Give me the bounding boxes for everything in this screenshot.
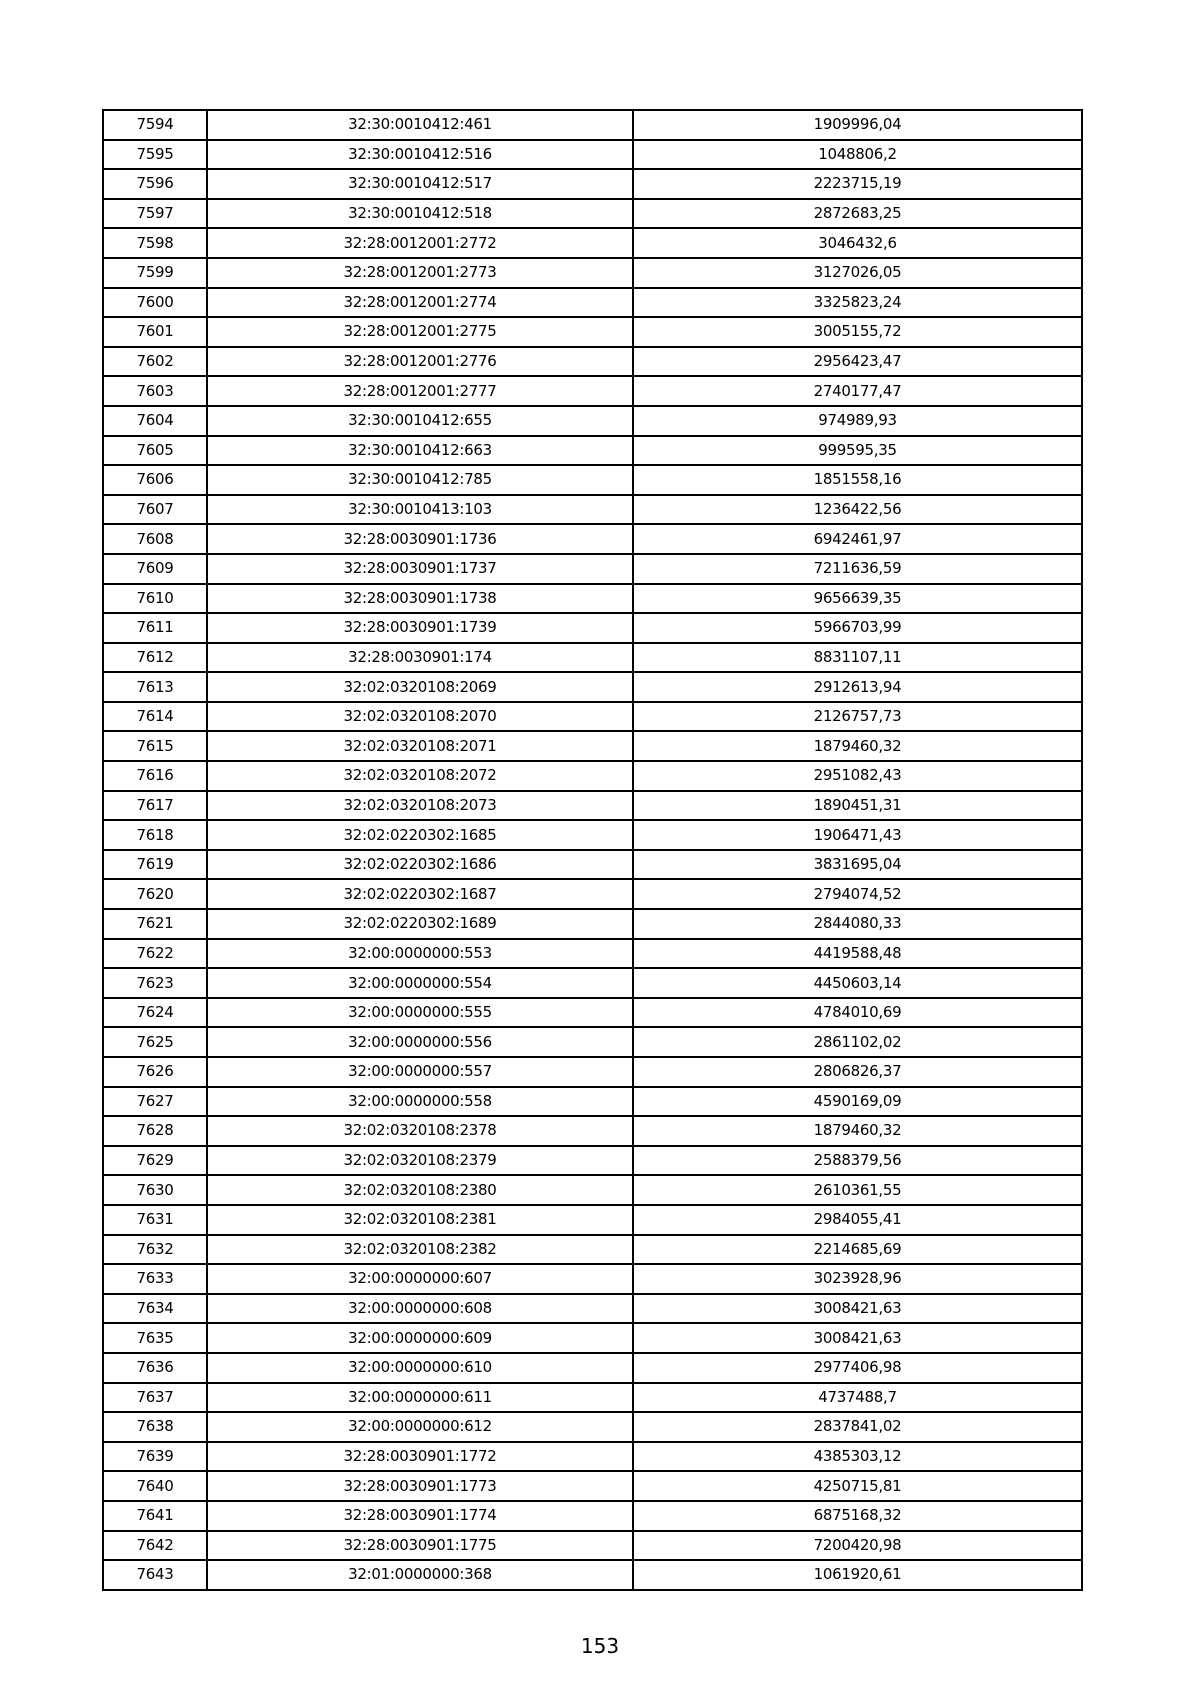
- page-number: 153: [580, 1634, 620, 1658]
- table-row: [103, 258, 1082, 288]
- cadastral-number-cell: 32:02:0220302:1687: [207, 879, 633, 909]
- cadastral-number-cell: 32:00:0000000:555: [207, 998, 633, 1028]
- row-number-cell: 7595: [103, 140, 207, 170]
- row-number-cell: 7611: [103, 613, 207, 643]
- row-number-cell: 7629: [103, 1146, 207, 1176]
- row-number-cell: 7604: [103, 406, 207, 436]
- cadastral-number-cell: 32:30:0010412:785: [207, 465, 633, 495]
- row-number-cell: 7613: [103, 672, 207, 702]
- cadastral-value-cell: 2977406,98: [633, 1353, 1082, 1383]
- row-number-cell: 7623: [103, 968, 207, 998]
- row-number-cell: 7641: [103, 1501, 207, 1531]
- cadastral-value-cell: 1879460,32: [633, 1116, 1082, 1146]
- row-number-cell: 7625: [103, 1027, 207, 1057]
- table-row: [103, 702, 1082, 732]
- table-row: [103, 1353, 1082, 1383]
- table-row: [103, 968, 1082, 998]
- cadastral-number-cell: 32:00:0000000:607: [207, 1264, 633, 1294]
- table-row: [103, 376, 1082, 406]
- table-row: [103, 524, 1082, 554]
- table-row: [103, 1087, 1082, 1117]
- table-row: [103, 169, 1082, 199]
- row-number-cell: 7605: [103, 436, 207, 466]
- cadastral-value-cell: 3005155,72: [633, 317, 1082, 347]
- table-row: [103, 1560, 1082, 1590]
- table-row: [103, 761, 1082, 791]
- row-number-cell: 7614: [103, 702, 207, 732]
- row-number-cell: 7597: [103, 199, 207, 229]
- cadastral-value-cell: 2951082,43: [633, 761, 1082, 791]
- row-number-cell: 7615: [103, 731, 207, 761]
- table-row: [103, 1531, 1082, 1561]
- cadastral-number-cell: 32:30:0010412:516: [207, 140, 633, 170]
- cadastral-number-cell: 32:02:0320108:2379: [207, 1146, 633, 1176]
- row-number-cell: 7594: [103, 110, 207, 140]
- cadastral-number-cell: 32:02:0220302:1685: [207, 820, 633, 850]
- row-number-cell: 7627: [103, 1087, 207, 1117]
- cadastral-value-cell: 4737488,7: [633, 1383, 1082, 1413]
- cadastral-value-cell: 4250715,81: [633, 1471, 1082, 1501]
- row-number-cell: 7624: [103, 998, 207, 1028]
- cadastral-number-cell: 32:02:0320108:2378: [207, 1116, 633, 1146]
- row-number-cell: 7610: [103, 584, 207, 614]
- table-row: [103, 495, 1082, 525]
- cadastral-value-cell: 4419588,48: [633, 939, 1082, 969]
- row-number-cell: 7609: [103, 554, 207, 584]
- cadastral-value-cell: 1851558,16: [633, 465, 1082, 495]
- row-number-cell: 7602: [103, 347, 207, 377]
- table-row: [103, 554, 1082, 584]
- row-number-cell: 7620: [103, 879, 207, 909]
- cadastral-value-cell: 2214685,69: [633, 1235, 1082, 1265]
- table-row: [103, 1027, 1082, 1057]
- row-number-cell: 7598: [103, 228, 207, 258]
- cadastral-value-cell: 1048806,2: [633, 140, 1082, 170]
- table-row: [103, 998, 1082, 1028]
- table-row: [103, 199, 1082, 229]
- table-row: [103, 879, 1082, 909]
- cadastral-number-cell: 32:28:0030901:1773: [207, 1471, 633, 1501]
- cadastral-value-cell: 2806826,37: [633, 1057, 1082, 1087]
- table-row: [103, 228, 1082, 258]
- row-number-cell: 7638: [103, 1412, 207, 1442]
- row-number-cell: 7631: [103, 1205, 207, 1235]
- cadastral-number-cell: 32:00:0000000:556: [207, 1027, 633, 1057]
- row-number-cell: 7607: [103, 495, 207, 525]
- table-row: [103, 1116, 1082, 1146]
- cadastral-number-cell: 32:28:0012001:2773: [207, 258, 633, 288]
- cadastral-value-cell: 3023928,96: [633, 1264, 1082, 1294]
- cadastral-value-cell: 2588379,56: [633, 1146, 1082, 1176]
- row-number-cell: 7617: [103, 791, 207, 821]
- row-number-cell: 7600: [103, 288, 207, 318]
- cadastral-number-cell: 32:00:0000000:612: [207, 1412, 633, 1442]
- cadastral-value-cell: 2872683,25: [633, 199, 1082, 229]
- cadastral-number-cell: 32:00:0000000:554: [207, 968, 633, 998]
- table-row: [103, 347, 1082, 377]
- cadastral-number-cell: 32:28:0030901:1739: [207, 613, 633, 643]
- row-number-cell: 7599: [103, 258, 207, 288]
- cadastral-value-cell: 999595,35: [633, 436, 1082, 466]
- table-row: [103, 1235, 1082, 1265]
- table-row: [103, 643, 1082, 673]
- cadastral-value-cell: 7211636,59: [633, 554, 1082, 584]
- row-number-cell: 7601: [103, 317, 207, 347]
- cadastral-number-cell: 32:01:0000000:368: [207, 1560, 633, 1590]
- cadastral-value-cell: 2861102,02: [633, 1027, 1082, 1057]
- cadastral-value-table: [102, 109, 1083, 1591]
- cadastral-number-cell: 32:02:0220302:1689: [207, 909, 633, 939]
- table-row: [103, 1501, 1082, 1531]
- row-number-cell: 7643: [103, 1560, 207, 1590]
- cadastral-value-cell: 2844080,33: [633, 909, 1082, 939]
- table-row: [103, 1057, 1082, 1087]
- cadastral-value-cell: 1061920,61: [633, 1560, 1082, 1590]
- cadastral-value-cell: 4385303,12: [633, 1442, 1082, 1472]
- cadastral-value-cell: 5966703,99: [633, 613, 1082, 643]
- table-row: [103, 1264, 1082, 1294]
- cadastral-value-cell: 9656639,35: [633, 584, 1082, 614]
- table-row: [103, 1294, 1082, 1324]
- table-row: [103, 436, 1082, 466]
- cadastral-value-cell: 6875168,32: [633, 1501, 1082, 1531]
- cadastral-value-cell: 3127026,05: [633, 258, 1082, 288]
- table-row: [103, 1146, 1082, 1176]
- table-body: [103, 110, 1082, 1590]
- cadastral-value-cell: 6942461,97: [633, 524, 1082, 554]
- cadastral-value-cell: 8831107,11: [633, 643, 1082, 673]
- table-row: [103, 909, 1082, 939]
- table-row: [103, 820, 1082, 850]
- row-number-cell: 7603: [103, 376, 207, 406]
- row-number-cell: 7632: [103, 1235, 207, 1265]
- cadastral-value-cell: 3008421,63: [633, 1323, 1082, 1353]
- cadastral-number-cell: 32:30:0010412:663: [207, 436, 633, 466]
- cadastral-value-cell: 1909996,04: [633, 110, 1082, 140]
- table-row: [103, 1205, 1082, 1235]
- cadastral-number-cell: 32:00:0000000:608: [207, 1294, 633, 1324]
- cadastral-number-cell: 32:00:0000000:553: [207, 939, 633, 969]
- cadastral-number-cell: 32:28:0012001:2775: [207, 317, 633, 347]
- table-row: [103, 288, 1082, 318]
- cadastral-number-cell: 32:30:0010412:461: [207, 110, 633, 140]
- cadastral-value-cell: 1879460,32: [633, 731, 1082, 761]
- cadastral-number-cell: 32:28:0030901:1736: [207, 524, 633, 554]
- cadastral-number-cell: 32:28:0012001:2774: [207, 288, 633, 318]
- cadastral-number-cell: 32:28:0030901:1738: [207, 584, 633, 614]
- table-row: [103, 939, 1082, 969]
- cadastral-number-cell: 32:28:0030901:1772: [207, 1442, 633, 1472]
- cadastral-value-cell: 2956423,47: [633, 347, 1082, 377]
- cadastral-number-cell: 32:28:0030901:174: [207, 643, 633, 673]
- row-number-cell: 7636: [103, 1353, 207, 1383]
- table-row: [103, 672, 1082, 702]
- row-number-cell: 7616: [103, 761, 207, 791]
- cadastral-value-cell: 1906471,43: [633, 820, 1082, 850]
- cadastral-value-cell: 4590169,09: [633, 1087, 1082, 1117]
- row-number-cell: 7619: [103, 850, 207, 880]
- table-row: [103, 731, 1082, 761]
- row-number-cell: 7596: [103, 169, 207, 199]
- cadastral-value-cell: 2984055,41: [633, 1205, 1082, 1235]
- table-row: [103, 406, 1082, 436]
- cadastral-number-cell: 32:00:0000000:611: [207, 1383, 633, 1413]
- table-row: [103, 465, 1082, 495]
- cadastral-number-cell: 32:02:0320108:2073: [207, 791, 633, 821]
- cadastral-value-cell: 2126757,73: [633, 702, 1082, 732]
- cadastral-value-cell: 4450603,14: [633, 968, 1082, 998]
- table-row: [103, 791, 1082, 821]
- table-row: [103, 1471, 1082, 1501]
- row-number-cell: 7618: [103, 820, 207, 850]
- row-number-cell: 7639: [103, 1442, 207, 1472]
- row-number-cell: 7612: [103, 643, 207, 673]
- cadastral-value-cell: 2223715,19: [633, 169, 1082, 199]
- cadastral-value-cell: 4784010,69: [633, 998, 1082, 1028]
- row-number-cell: 7608: [103, 524, 207, 554]
- table-row: [103, 613, 1082, 643]
- cadastral-number-cell: 32:28:0030901:1774: [207, 1501, 633, 1531]
- cadastral-number-cell: 32:02:0320108:2382: [207, 1235, 633, 1265]
- table-row: [103, 140, 1082, 170]
- cadastral-value-cell: 1890451,31: [633, 791, 1082, 821]
- cadastral-number-cell: 32:30:0010412:517: [207, 169, 633, 199]
- row-number-cell: 7626: [103, 1057, 207, 1087]
- cadastral-number-cell: 32:02:0320108:2070: [207, 702, 633, 732]
- cadastral-number-cell: 32:02:0220302:1686: [207, 850, 633, 880]
- cadastral-value-cell: 3008421,63: [633, 1294, 1082, 1324]
- table-row: [103, 317, 1082, 347]
- cadastral-value-cell: 3831695,04: [633, 850, 1082, 880]
- cadastral-value-cell: 2610361,55: [633, 1175, 1082, 1205]
- cadastral-value-cell: 2794074,52: [633, 879, 1082, 909]
- row-number-cell: 7634: [103, 1294, 207, 1324]
- cadastral-value-cell: 1236422,56: [633, 495, 1082, 525]
- cadastral-number-cell: 32:02:0320108:2381: [207, 1205, 633, 1235]
- cadastral-value-cell: 2912613,94: [633, 672, 1082, 702]
- row-number-cell: 7621: [103, 909, 207, 939]
- cadastral-value-cell: 3046432,6: [633, 228, 1082, 258]
- cadastral-value-cell: 2740177,47: [633, 376, 1082, 406]
- cadastral-number-cell: 32:30:0010412:655: [207, 406, 633, 436]
- row-number-cell: 7628: [103, 1116, 207, 1146]
- cadastral-number-cell: 32:00:0000000:557: [207, 1057, 633, 1087]
- cadastral-number-cell: 32:28:0012001:2772: [207, 228, 633, 258]
- cadastral-number-cell: 32:00:0000000:558: [207, 1087, 633, 1117]
- cadastral-value-cell: 3325823,24: [633, 288, 1082, 318]
- row-number-cell: 7633: [103, 1264, 207, 1294]
- row-number-cell: 7640: [103, 1471, 207, 1501]
- cadastral-number-cell: 32:28:0030901:1775: [207, 1531, 633, 1561]
- cadastral-number-cell: 32:30:0010412:518: [207, 199, 633, 229]
- row-number-cell: 7622: [103, 939, 207, 969]
- cadastral-number-cell: 32:02:0320108:2069: [207, 672, 633, 702]
- row-number-cell: 7637: [103, 1383, 207, 1413]
- cadastral-value-cell: 2837841,02: [633, 1412, 1082, 1442]
- row-number-cell: 7630: [103, 1175, 207, 1205]
- table-row: [103, 1175, 1082, 1205]
- cadastral-number-cell: 32:02:0320108:2380: [207, 1175, 633, 1205]
- table-row: [103, 1323, 1082, 1353]
- cadastral-number-cell: 32:28:0030901:1737: [207, 554, 633, 584]
- cadastral-number-cell: 32:30:0010413:103: [207, 495, 633, 525]
- cadastral-number-cell: 32:28:0012001:2777: [207, 376, 633, 406]
- row-number-cell: 7642: [103, 1531, 207, 1561]
- table-row: [103, 1383, 1082, 1413]
- table-row: [103, 1412, 1082, 1442]
- row-number-cell: 7635: [103, 1323, 207, 1353]
- cadastral-number-cell: 32:02:0320108:2072: [207, 761, 633, 791]
- cadastral-number-cell: 32:00:0000000:609: [207, 1323, 633, 1353]
- table-row: [103, 584, 1082, 614]
- table-row: [103, 110, 1082, 140]
- cadastral-value-cell: 974989,93: [633, 406, 1082, 436]
- table-row: [103, 1442, 1082, 1472]
- table-row: [103, 850, 1082, 880]
- cadastral-number-cell: 32:02:0320108:2071: [207, 731, 633, 761]
- cadastral-value-cell: 7200420,98: [633, 1531, 1082, 1561]
- cadastral-number-cell: 32:00:0000000:610: [207, 1353, 633, 1383]
- cadastral-number-cell: 32:28:0012001:2776: [207, 347, 633, 377]
- row-number-cell: 7606: [103, 465, 207, 495]
